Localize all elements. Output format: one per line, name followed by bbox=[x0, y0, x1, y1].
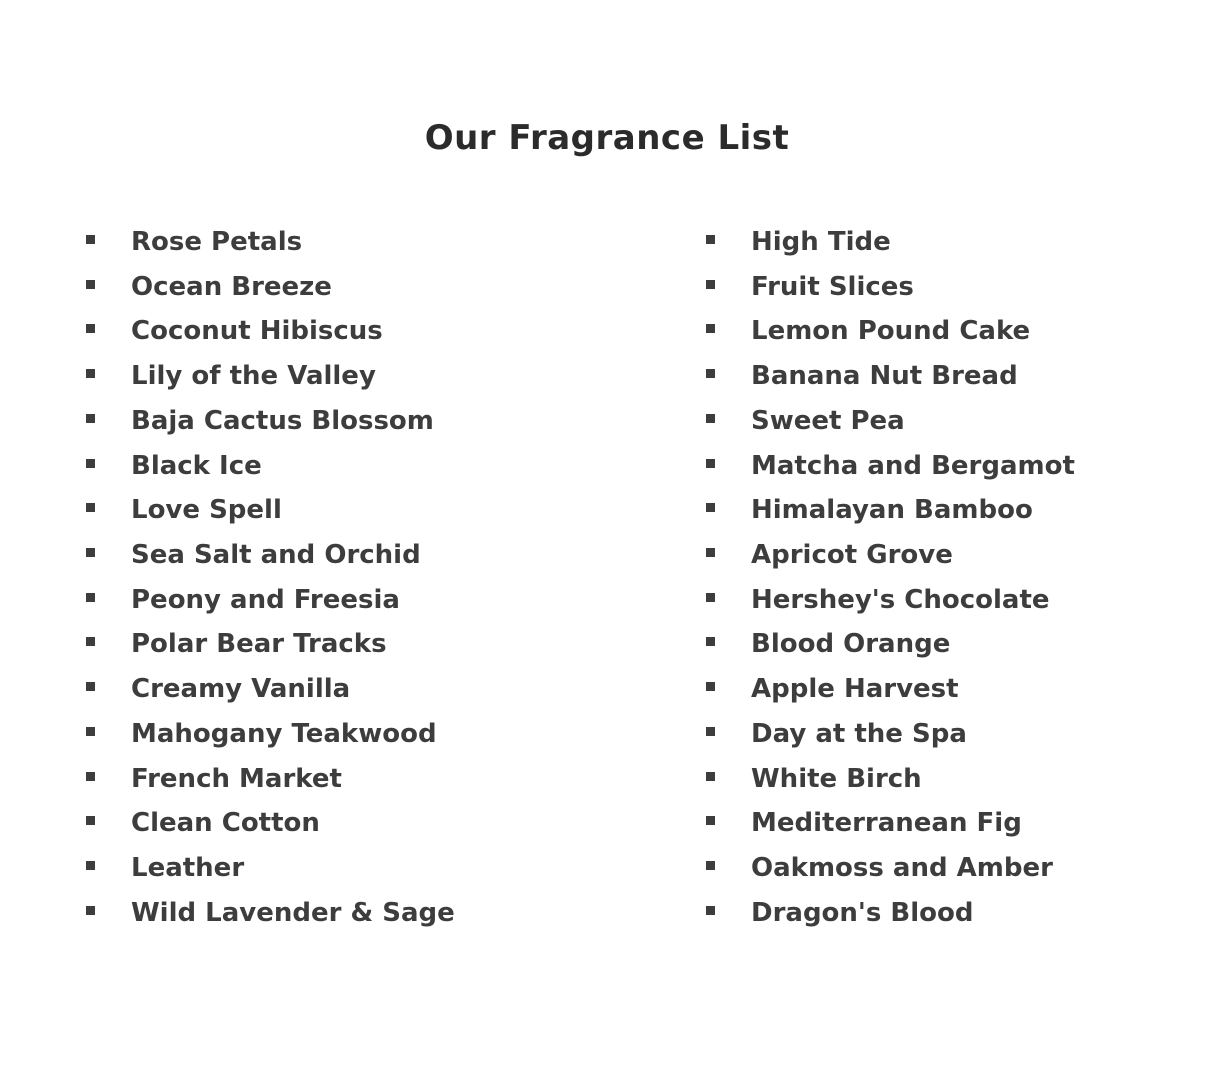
list-item bbox=[706, 488, 1206, 533]
square-bullet-icon bbox=[86, 682, 95, 691]
square-bullet-icon bbox=[706, 235, 715, 244]
list-item bbox=[706, 444, 1206, 489]
fragrance-name: Clean Cotton bbox=[131, 808, 320, 839]
list-item bbox=[706, 533, 1206, 578]
fragrance-name: French Market bbox=[131, 763, 342, 794]
list-item bbox=[86, 533, 706, 578]
square-bullet-icon bbox=[86, 861, 95, 870]
list-item bbox=[86, 444, 706, 489]
fragrance-name: Himalayan Bamboo bbox=[751, 495, 1033, 526]
fragrance-name: White Birch bbox=[751, 763, 922, 794]
fragrance-name: Blood Orange bbox=[751, 629, 951, 660]
list-item bbox=[706, 667, 1206, 712]
square-bullet-icon bbox=[86, 459, 95, 468]
square-bullet-icon bbox=[86, 637, 95, 646]
square-bullet-icon bbox=[706, 503, 715, 512]
fragrance-name: Dragon's Blood bbox=[751, 897, 974, 928]
list-item bbox=[86, 622, 706, 667]
fragrance-list-right bbox=[706, 220, 1206, 936]
square-bullet-icon bbox=[86, 369, 95, 378]
list-item bbox=[706, 757, 1206, 802]
square-bullet-icon bbox=[706, 280, 715, 289]
square-bullet-icon bbox=[86, 548, 95, 557]
square-bullet-icon bbox=[706, 772, 715, 781]
fragrance-name: Ocean Breeze bbox=[131, 271, 332, 302]
fragrance-name: Mediterranean Fig bbox=[751, 808, 1022, 839]
list-item bbox=[86, 309, 706, 354]
list-item bbox=[86, 488, 706, 533]
list-item bbox=[706, 309, 1206, 354]
square-bullet-icon bbox=[706, 816, 715, 825]
fragrance-name: Hershey's Chocolate bbox=[751, 584, 1050, 615]
list-item bbox=[86, 757, 706, 802]
fragrance-name: Polar Bear Tracks bbox=[131, 629, 387, 660]
fragrance-name: Sea Salt and Orchid bbox=[131, 540, 421, 571]
square-bullet-icon bbox=[706, 593, 715, 602]
list-item bbox=[706, 578, 1206, 623]
fragrance-name: Oakmoss and Amber bbox=[751, 853, 1053, 884]
list-item bbox=[706, 354, 1206, 399]
list-item bbox=[706, 712, 1206, 757]
square-bullet-icon bbox=[86, 593, 95, 602]
square-bullet-icon bbox=[86, 414, 95, 423]
list-item bbox=[706, 622, 1206, 667]
list-item bbox=[86, 801, 706, 846]
page-title: Our Fragrance List bbox=[424, 118, 790, 158]
list-item bbox=[706, 265, 1206, 310]
square-bullet-icon bbox=[86, 235, 95, 244]
list-item bbox=[86, 265, 706, 310]
list-item bbox=[86, 578, 706, 623]
square-bullet-icon bbox=[86, 324, 95, 333]
square-bullet-icon bbox=[706, 682, 715, 691]
fragrance-name: High Tide bbox=[751, 227, 891, 257]
fragrance-name: Sweet Pea bbox=[751, 405, 905, 436]
list-item bbox=[706, 846, 1206, 891]
fragrance-name: Apricot Grove bbox=[751, 540, 953, 571]
list-item bbox=[86, 354, 706, 399]
square-bullet-icon bbox=[706, 637, 715, 646]
right-column bbox=[706, 220, 1206, 936]
square-bullet-icon bbox=[706, 324, 715, 333]
square-bullet-icon bbox=[706, 459, 715, 468]
fragrance-name: Leather bbox=[131, 853, 245, 884]
square-bullet-icon bbox=[706, 548, 715, 557]
fragrance-name: Apple Harvest bbox=[751, 674, 959, 705]
square-bullet-icon bbox=[86, 772, 95, 781]
list-item bbox=[706, 399, 1206, 444]
fragrance-name: Banana Nut Bread bbox=[751, 361, 1018, 392]
list-item bbox=[86, 220, 706, 265]
list-item bbox=[86, 846, 706, 891]
fragrance-name: Black Ice bbox=[131, 450, 262, 481]
list-item bbox=[86, 399, 706, 444]
square-bullet-icon bbox=[706, 906, 715, 915]
fragrance-list-left bbox=[86, 220, 706, 936]
fragrance-name: Rose Petals bbox=[131, 227, 303, 257]
fragrance-name: Mahogany Teakwood bbox=[131, 718, 437, 749]
fragrance-name: Love Spell bbox=[131, 495, 282, 526]
fragrance-name: Fruit Slices bbox=[751, 271, 914, 302]
list-item bbox=[706, 220, 1206, 265]
square-bullet-icon bbox=[86, 280, 95, 289]
fragrance-name: Wild Lavender & Sage bbox=[131, 897, 455, 928]
list-item bbox=[86, 891, 706, 936]
square-bullet-icon bbox=[706, 727, 715, 736]
square-bullet-icon bbox=[86, 503, 95, 512]
list-item bbox=[86, 712, 706, 757]
fragrance-name: Coconut Hibiscus bbox=[131, 316, 383, 347]
square-bullet-icon bbox=[86, 816, 95, 825]
fragrance-name: Matcha and Bergamot bbox=[751, 450, 1075, 481]
list-item bbox=[86, 667, 706, 712]
list-item bbox=[706, 801, 1206, 846]
fragrance-name: Day at the Spa bbox=[751, 718, 967, 749]
square-bullet-icon bbox=[86, 727, 95, 736]
fragrance-columns bbox=[0, 220, 1214, 936]
left-column bbox=[86, 220, 706, 936]
square-bullet-icon bbox=[706, 369, 715, 378]
list-item bbox=[706, 891, 1206, 936]
fragrance-name: Peony and Freesia bbox=[131, 584, 400, 615]
square-bullet-icon bbox=[706, 414, 715, 423]
fragrance-name: Baja Cactus Blossom bbox=[131, 405, 434, 436]
fragrance-name: Lily of the Valley bbox=[131, 361, 376, 392]
fragrance-name: Lemon Pound Cake bbox=[751, 316, 1031, 347]
fragrance-name: Creamy Vanilla bbox=[131, 674, 351, 705]
square-bullet-icon bbox=[86, 906, 95, 915]
square-bullet-icon bbox=[706, 861, 715, 870]
